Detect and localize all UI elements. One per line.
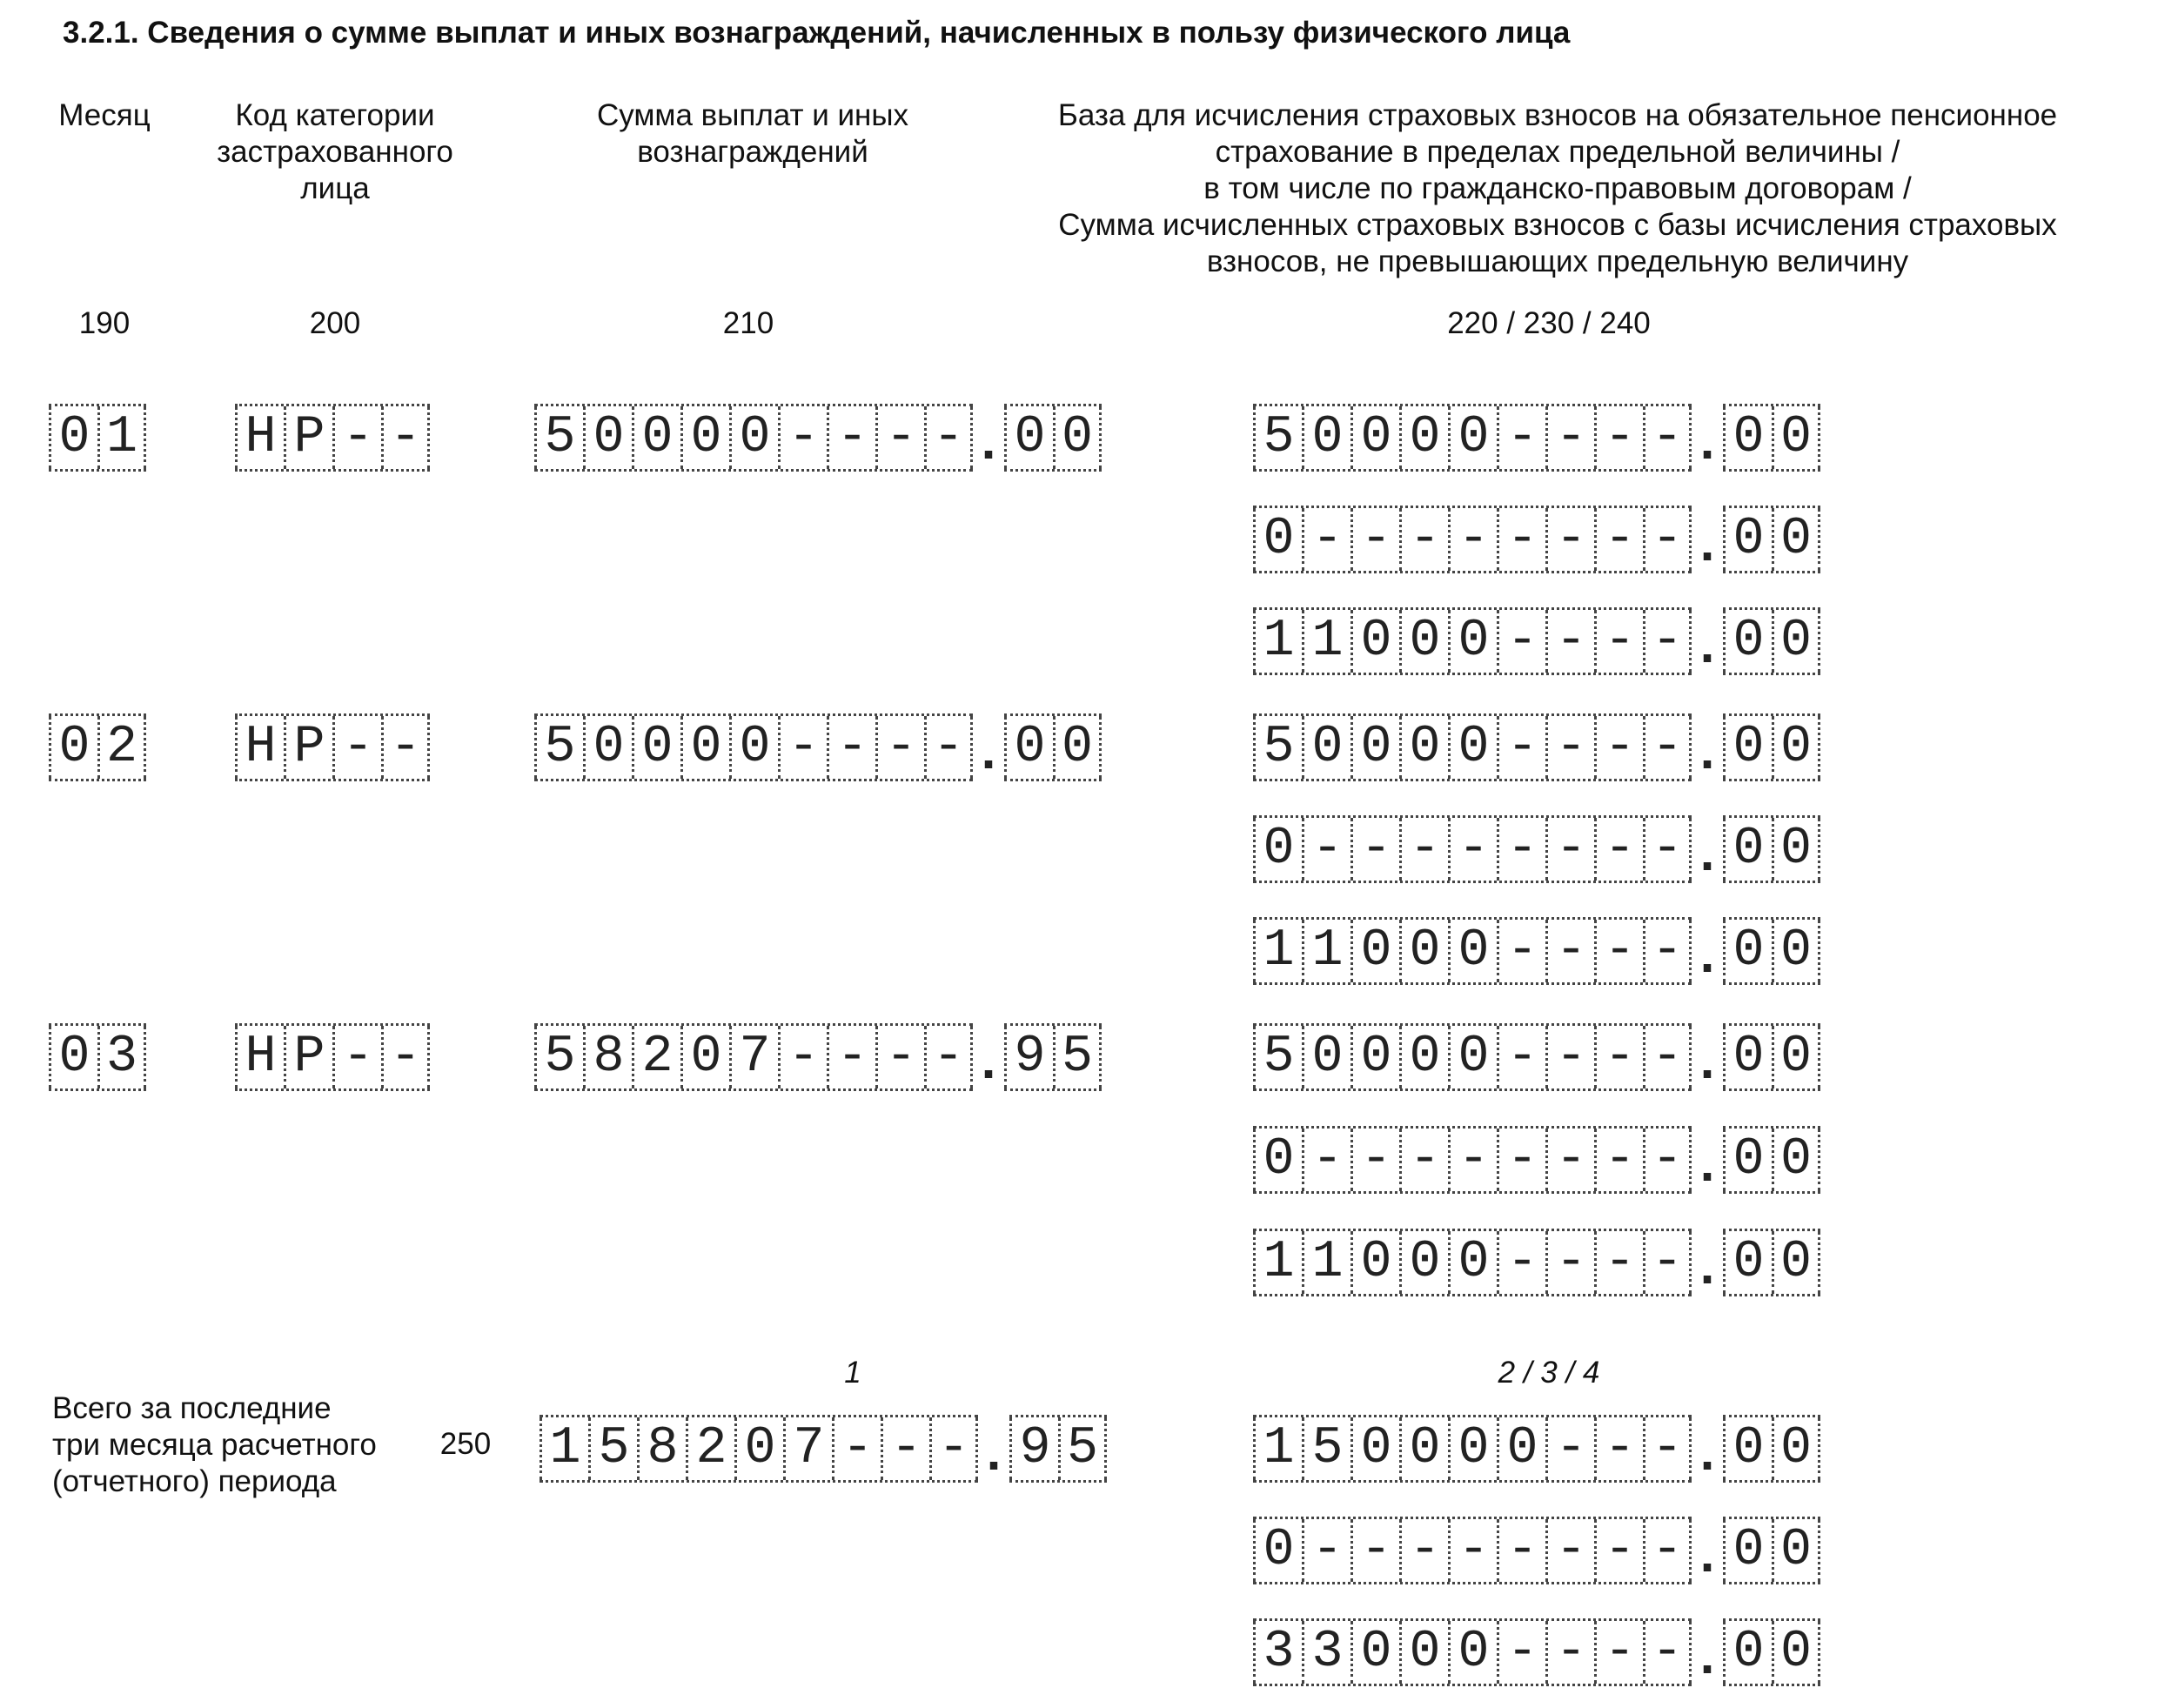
char-cell: 0 [1350, 920, 1399, 982]
char-cell: - [1594, 1621, 1643, 1684]
integer-part [534, 1023, 973, 1091]
char-cell: 0 [1253, 1519, 1302, 1582]
char-cell: - [1497, 1231, 1545, 1294]
char-cell: 0 [734, 1417, 783, 1480]
contributions-field[interactable] [1253, 919, 1820, 988]
integer-part [1253, 1618, 1692, 1686]
integer-part [49, 404, 146, 472]
decimal-part [1723, 1229, 1820, 1296]
char-cell: 8 [637, 1417, 686, 1480]
decimal-part [1723, 1618, 1820, 1686]
char-cell: - [1497, 1129, 1545, 1191]
char-cell: 0 [1350, 406, 1399, 469]
char-cell: 2 [632, 1026, 680, 1088]
char-cell: 5 [1053, 1026, 1102, 1088]
char-cell: 3 [1253, 1621, 1302, 1684]
char-cell: - [1643, 1129, 1692, 1191]
header-month: Месяц [58, 98, 151, 132]
char-cell: 0 [1772, 1129, 1820, 1191]
char-cell: 0 [1399, 610, 1448, 673]
decimal-point: . [973, 1035, 1005, 1095]
char-cell: - [827, 406, 875, 469]
char-cell: - [1497, 508, 1545, 571]
amount-field[interactable] [534, 1025, 1102, 1095]
category-field[interactable] [235, 1025, 430, 1091]
decimal-point: . [973, 416, 1005, 475]
decimal-part [1723, 1126, 1820, 1194]
base-field[interactable] [1253, 715, 1820, 785]
decimal-point: . [1692, 929, 1724, 988]
char-cell: 0 [49, 1026, 97, 1088]
decimal-point: . [1692, 416, 1724, 475]
char-cell: - [1497, 818, 1545, 881]
char-cell: - [1399, 1519, 1448, 1582]
char-cell: 1 [1253, 1417, 1302, 1480]
char-cell: - [1643, 406, 1692, 469]
char-cell: 0 [1399, 406, 1448, 469]
char-cell: - [875, 1026, 924, 1088]
char-cell: - [1594, 508, 1643, 571]
char-cell: 0 [1253, 508, 1302, 571]
char-cell: 0 [1723, 1417, 1772, 1480]
char-cell: 0 [680, 1026, 729, 1088]
category-field[interactable] [235, 405, 430, 472]
civil-contract-field[interactable] [1253, 817, 1820, 887]
month-field[interactable] [49, 715, 146, 781]
char-cell: 5 [1058, 1417, 1107, 1480]
char-cell: - [1302, 1129, 1350, 1191]
char-cell: 1 [1302, 610, 1350, 673]
char-cell: 5 [534, 406, 583, 469]
char-cell: 0 [1448, 1231, 1497, 1294]
base-field[interactable] [1253, 1025, 1820, 1095]
char-cell: 0 [1253, 818, 1302, 881]
char-cell: 0 [1350, 1231, 1399, 1294]
decimal-part [1723, 404, 1820, 472]
char-cell: - [1497, 1519, 1545, 1582]
char-cell: Р [284, 1026, 332, 1088]
code-total: 250 [439, 1427, 492, 1461]
char-cell: - [1643, 920, 1692, 982]
char-cell: - [1643, 1417, 1692, 1480]
char-cell: 8 [583, 1026, 632, 1088]
decimal-part [1723, 1415, 1820, 1483]
char-cell: 1 [1253, 610, 1302, 673]
decimal-point: . [1692, 1529, 1724, 1588]
char-cell: 0 [1448, 406, 1497, 469]
char-cell: - [332, 1026, 381, 1088]
header-category-line: Код категории [235, 98, 435, 132]
char-cell: 5 [1253, 1026, 1302, 1088]
integer-part [49, 1023, 146, 1091]
char-cell: - [381, 406, 430, 469]
char-cell: - [924, 406, 973, 469]
char-cell: - [1350, 508, 1399, 571]
char-cell: - [1545, 406, 1594, 469]
decimal-point: . [1692, 827, 1724, 887]
char-cell: - [1399, 1129, 1448, 1191]
header-base-line: взносов, не превышающих предельную величину [1206, 244, 1909, 278]
char-cell: - [1545, 1129, 1594, 1191]
char-cell: - [1594, 1129, 1643, 1191]
integer-part [1253, 1023, 1692, 1091]
char-cell: - [1594, 1417, 1643, 1480]
decimal-part [1009, 1415, 1107, 1483]
char-cell: - [1643, 818, 1692, 881]
char-cell: - [881, 1417, 929, 1480]
char-cell: 0 [1723, 1519, 1772, 1582]
char-cell: - [1350, 1519, 1399, 1582]
char-cell: 0 [49, 716, 97, 779]
section-title: 3.2.1. Сведения о сумме выплат и иных вознаграждений, начисленных в пользу физического лица [63, 16, 1571, 50]
header-category-line: застрахованного [217, 135, 453, 169]
char-cell: 0 [1723, 716, 1772, 779]
header-category [174, 97, 496, 207]
char-cell: - [1302, 1519, 1350, 1582]
total-label-line: три месяца расчетного [52, 1428, 377, 1462]
char-cell: 0 [1772, 508, 1820, 571]
char-cell: 0 [1399, 1231, 1448, 1294]
char-cell: 0 [1772, 818, 1820, 881]
integer-part [1253, 1517, 1692, 1584]
char-cell: - [1643, 610, 1692, 673]
char-cell: - [1594, 716, 1643, 779]
char-cell: 0 [1302, 716, 1350, 779]
header-base-line: Сумма исчисленных страховых взносов с базы исчисления страховых [1058, 208, 2057, 242]
char-cell: 0 [632, 716, 680, 779]
char-cell: 7 [729, 1026, 778, 1088]
char-cell: 0 [1448, 716, 1497, 779]
char-cell: Р [284, 716, 332, 779]
char-cell: 1 [97, 406, 146, 469]
char-cell: 0 [1399, 920, 1448, 982]
char-cell: 0 [1723, 1129, 1772, 1191]
integer-part [1253, 917, 1692, 985]
char-cell: 7 [783, 1417, 832, 1480]
total-civil-contract-field[interactable] [1253, 1518, 1820, 1588]
header-category-line: лица [300, 171, 370, 205]
char-cell: 0 [1772, 716, 1820, 779]
char-cell: 0 [1399, 1026, 1448, 1088]
char-cell: 0 [1350, 610, 1399, 673]
char-cell: 0 [1448, 1026, 1497, 1088]
char-cell: 0 [583, 716, 632, 779]
char-cell: 0 [1497, 1417, 1545, 1480]
char-cell: 0 [1399, 1621, 1448, 1684]
code-base: 220 / 230 / 240 [1447, 306, 1651, 340]
char-cell: 0 [1723, 1231, 1772, 1294]
char-cell: - [1594, 406, 1643, 469]
decimal-point: . [1692, 1138, 1724, 1197]
char-cell: - [1643, 1621, 1692, 1684]
category-field[interactable] [235, 715, 430, 781]
char-cell: 3 [1302, 1621, 1350, 1684]
char-cell: 0 [1723, 508, 1772, 571]
integer-part [1253, 1415, 1692, 1483]
char-cell: - [1448, 508, 1497, 571]
char-cell: - [1545, 1417, 1594, 1480]
char-cell: Р [284, 406, 332, 469]
char-cell: 0 [583, 406, 632, 469]
total-label-line: (отчетного) периода [52, 1464, 337, 1498]
decimal-part [1723, 815, 1820, 883]
char-cell: 0 [1302, 1026, 1350, 1088]
char-cell: 0 [1723, 610, 1772, 673]
month-field[interactable] [49, 1025, 146, 1091]
char-cell: - [1643, 1026, 1692, 1088]
char-cell: 0 [1723, 818, 1772, 881]
header-amount [540, 97, 966, 171]
char-cell: - [778, 1026, 827, 1088]
char-cell: 9 [1004, 1026, 1053, 1088]
char-cell: 0 [1350, 1026, 1399, 1088]
char-cell: 0 [1253, 1129, 1302, 1191]
char-cell: - [1497, 406, 1545, 469]
char-cell: 0 [680, 406, 729, 469]
char-cell: 0 [680, 716, 729, 779]
char-cell: 0 [1772, 1231, 1820, 1294]
char-cell: 5 [1253, 406, 1302, 469]
char-cell: - [1302, 818, 1350, 881]
char-cell: 0 [1004, 716, 1053, 779]
char-cell: 5 [1253, 716, 1302, 779]
contributions-field[interactable] [1253, 1230, 1820, 1300]
char-cell: 0 [1448, 1621, 1497, 1684]
char-cell: Н [235, 716, 284, 779]
char-cell: 0 [1772, 920, 1820, 982]
char-cell: 0 [1350, 1417, 1399, 1480]
total-label [52, 1390, 377, 1500]
amount-field[interactable] [534, 405, 1102, 475]
char-cell: - [1545, 1026, 1594, 1088]
char-cell: 9 [1009, 1417, 1058, 1480]
decimal-part [1723, 713, 1820, 781]
char-cell: - [778, 406, 827, 469]
char-cell: - [875, 406, 924, 469]
decimal-part [1723, 607, 1820, 675]
char-cell: - [1594, 920, 1643, 982]
char-cell: 5 [1302, 1417, 1350, 1480]
decimal-point: . [1692, 1631, 1724, 1690]
char-cell: 0 [729, 406, 778, 469]
char-cell: - [1497, 1621, 1545, 1684]
char-cell: 3 [97, 1026, 146, 1088]
char-cell: - [1448, 1519, 1497, 1582]
total-col-1: 1 [844, 1356, 861, 1390]
decimal-part [1723, 506, 1820, 573]
integer-part [1253, 607, 1692, 675]
char-cell: 0 [1772, 1417, 1820, 1480]
char-cell: 0 [1723, 920, 1772, 982]
decimal-point: . [1692, 1241, 1724, 1300]
char-cell: - [1302, 508, 1350, 571]
integer-part [534, 404, 973, 472]
decimal-point: . [1692, 726, 1724, 785]
decimal-point: . [978, 1427, 1010, 1486]
char-cell: - [1594, 1231, 1643, 1294]
char-cell: 1 [540, 1417, 588, 1480]
char-cell: Н [235, 1026, 284, 1088]
char-cell: 0 [1723, 1621, 1772, 1684]
char-cell: 0 [49, 406, 97, 469]
civil-contract-field[interactable] [1253, 507, 1820, 577]
total-label-line: Всего за последние [52, 1391, 332, 1425]
decimal-part [1723, 1023, 1820, 1091]
char-cell: - [332, 406, 381, 469]
char-cell: - [381, 716, 430, 779]
decimal-point: . [973, 726, 1005, 785]
char-cell: 0 [1448, 920, 1497, 982]
integer-part [1253, 404, 1692, 472]
char-cell: - [332, 716, 381, 779]
char-cell: - [1448, 818, 1497, 881]
base-field[interactable] [1253, 405, 1820, 475]
total-base-field[interactable] [1253, 1417, 1820, 1486]
char-cell: - [1545, 610, 1594, 673]
integer-part [1253, 506, 1692, 573]
decimal-part [1004, 713, 1102, 781]
total-amount-field[interactable] [540, 1417, 1107, 1486]
char-cell: - [1643, 1519, 1692, 1582]
char-cell: - [924, 716, 973, 779]
decimal-part [1723, 917, 1820, 985]
char-cell: 0 [1772, 610, 1820, 673]
header-base [992, 97, 2123, 280]
char-cell: - [1497, 716, 1545, 779]
header-base-line: страхование в пределах предельной величины / [1215, 135, 1900, 169]
char-cell: - [1497, 610, 1545, 673]
char-cell: 0 [1772, 406, 1820, 469]
char-cell: Н [235, 406, 284, 469]
char-cell: - [1545, 1231, 1594, 1294]
header-amount-line: вознаграждений [637, 135, 868, 169]
char-cell: 1 [1253, 920, 1302, 982]
char-cell: - [1594, 1519, 1643, 1582]
decimal-part [1004, 1023, 1102, 1091]
char-cell: 0 [1772, 1621, 1820, 1684]
integer-part [49, 713, 146, 781]
total-col-2-3-4: 2 / 3 / 4 [1498, 1356, 1600, 1390]
header-amount-line: Сумма выплат и иных [596, 98, 909, 132]
integer-part [1253, 815, 1692, 883]
char-cell: - [1594, 610, 1643, 673]
total-contributions-field[interactable] [1253, 1620, 1820, 1690]
char-cell: 0 [1723, 1026, 1772, 1088]
char-cell: - [381, 1026, 430, 1088]
char-cell: 0 [1399, 716, 1448, 779]
char-cell: - [1545, 1519, 1594, 1582]
char-cell: 0 [1302, 406, 1350, 469]
char-cell: - [1545, 920, 1594, 982]
char-cell: 0 [1350, 716, 1399, 779]
integer-part [235, 404, 430, 472]
char-cell: 1 [1253, 1231, 1302, 1294]
char-cell: 0 [1053, 406, 1102, 469]
integer-part [534, 713, 973, 781]
char-cell: 1 [1302, 1231, 1350, 1294]
month-field[interactable] [49, 405, 146, 472]
code-month: 190 [78, 306, 131, 340]
char-cell: - [827, 1026, 875, 1088]
civil-contract-field[interactable] [1253, 1128, 1820, 1197]
integer-part [1253, 713, 1692, 781]
char-cell: 0 [1772, 1519, 1820, 1582]
integer-part [235, 1023, 430, 1091]
decimal-point: . [1692, 1035, 1724, 1095]
char-cell: - [929, 1417, 978, 1480]
decimal-point: . [1692, 518, 1724, 577]
char-cell: - [1545, 716, 1594, 779]
char-cell: - [1497, 1026, 1545, 1088]
char-cell: - [832, 1417, 881, 1480]
decimal-part [1723, 1517, 1820, 1584]
char-cell: 1 [1302, 920, 1350, 982]
char-cell: 0 [1772, 1026, 1820, 1088]
char-cell: 5 [534, 716, 583, 779]
char-cell: 0 [1448, 610, 1497, 673]
decimal-part [1004, 404, 1102, 472]
char-cell: 0 [1004, 406, 1053, 469]
char-cell: - [1545, 818, 1594, 881]
contributions-field[interactable] [1253, 609, 1820, 679]
char-cell: - [1545, 508, 1594, 571]
char-cell: - [1643, 1231, 1692, 1294]
char-cell: - [1545, 1621, 1594, 1684]
char-cell: 0 [1448, 1417, 1497, 1480]
header-base-line: в том числе по гражданско-правовым договорам / [1203, 171, 1912, 205]
char-cell: - [1448, 1129, 1497, 1191]
char-cell: - [778, 716, 827, 779]
char-cell: 0 [1350, 1621, 1399, 1684]
char-cell: 5 [588, 1417, 637, 1480]
integer-part [540, 1415, 978, 1483]
char-cell: - [827, 716, 875, 779]
char-cell: 0 [1399, 1417, 1448, 1480]
integer-part [1253, 1229, 1692, 1296]
char-cell: 0 [729, 716, 778, 779]
char-cell: - [1594, 1026, 1643, 1088]
char-cell: - [1399, 818, 1448, 881]
char-cell: 2 [686, 1417, 734, 1480]
char-cell: - [1399, 508, 1448, 571]
char-cell: 5 [534, 1026, 583, 1088]
char-cell: - [1594, 818, 1643, 881]
char-cell: 2 [97, 716, 146, 779]
header-base-line: База для исчисления страховых взносов на обязательное пенсионное [1057, 98, 2058, 132]
integer-part [1253, 1126, 1692, 1194]
char-cell: 0 [632, 406, 680, 469]
char-cell: - [1643, 508, 1692, 571]
decimal-point: . [1692, 1427, 1724, 1486]
char-cell: 0 [1723, 406, 1772, 469]
char-cell: 0 [1053, 716, 1102, 779]
amount-field[interactable] [534, 715, 1102, 785]
char-cell: - [1497, 920, 1545, 982]
integer-part [235, 713, 430, 781]
char-cell: - [1643, 716, 1692, 779]
char-cell: - [875, 716, 924, 779]
char-cell: - [924, 1026, 973, 1088]
code-amount: 210 [722, 306, 774, 340]
code-category: 200 [309, 306, 361, 340]
decimal-point: . [1692, 620, 1724, 679]
char-cell: - [1350, 818, 1399, 881]
char-cell: - [1350, 1129, 1399, 1191]
